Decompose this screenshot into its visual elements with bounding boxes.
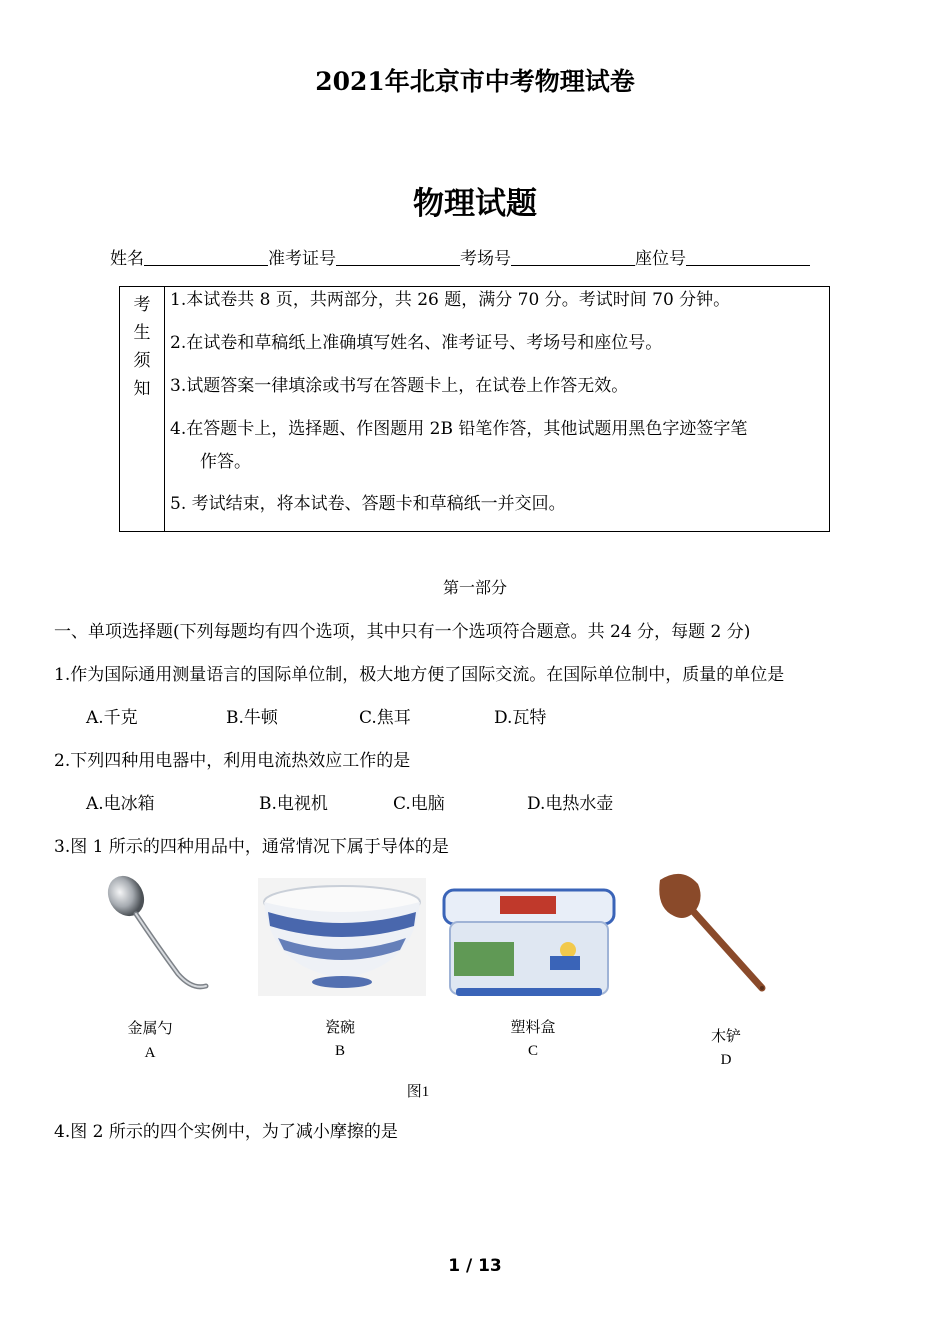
q2-option-a: A.电冰箱 <box>86 794 155 814</box>
room-label: 考场号 <box>460 249 511 269</box>
question-2: 2.下列四种用电器中，利用电流热效应工作的是 <box>54 751 411 771</box>
notice-head-char: 须 <box>133 351 151 371</box>
q2-option-d: D.电热水壶 <box>527 794 614 814</box>
notice-item-1: 1.本试卷共 8 页，共两部分，共 26 题，满分 70 分。考试时间 70 分钟。 <box>170 290 731 310</box>
porcelain-bowl-image <box>258 878 426 996</box>
notice-item-3: 3.试题答案一律填涂或书写在答题卡上，在试卷上作答无效。 <box>170 376 629 396</box>
caption-a-letter: A <box>144 1045 156 1061</box>
metal-spoon-image <box>96 874 216 999</box>
caption-a-name: 金属勺 <box>127 1021 173 1037</box>
notice-head-char: 知 <box>133 379 151 399</box>
q1-option-c: C.焦耳 <box>359 708 411 728</box>
candidate-notice-box <box>119 286 830 532</box>
notice-item-4: 4.在答题卡上，选择题、作图题用 2B 铅笔作答，其他试题用黑色字迹签字笔 <box>170 419 748 439</box>
page-number: 1 / 13 <box>448 1256 502 1276</box>
exam-subtitle: 物理试题 <box>413 186 537 222</box>
caption-c-name: 塑料盒 <box>510 1020 556 1036</box>
section-title: 一、单项选择题(下列每题均有四个选项，其中只有一个选项符合题意。共 24 分，每题 2 分) <box>54 622 751 642</box>
caption-d-letter: D <box>720 1052 732 1068</box>
room-blank <box>511 249 635 266</box>
caption-b-letter: B <box>334 1043 345 1059</box>
caption-b-name: 瓷碗 <box>324 1020 355 1036</box>
exam-id-label: 准考证号 <box>268 249 336 269</box>
document-title: 2021年北京市中考物理试卷 <box>315 67 635 96</box>
figure-1-label: 图1 <box>406 1084 430 1100</box>
name-blank <box>144 249 268 266</box>
q2-option-b: B.电视机 <box>259 794 328 814</box>
candidate-info-line <box>110 244 810 269</box>
notice-item-5: 5. 考试结束，将本试卷、答题卡和草稿纸一并交回。 <box>170 494 566 514</box>
notice-item-2: 2.在试卷和草稿纸上准确填写姓名、准考证号、考场号和座位号。 <box>170 333 663 353</box>
question-1: 1.作为国际通用测量语言的国际单位制，极大地方便了国际交流。在国际单位制中，质量的单位是 <box>54 665 785 685</box>
exam-id-blank <box>336 249 460 266</box>
question-3: 3.图 1 所示的四种用品中，通常情况下属于导体的是 <box>54 837 449 857</box>
part-label: 第一部分 <box>442 578 507 597</box>
notice-item-4-cont: 作答。 <box>200 452 251 472</box>
q1-option-d: D.瓦特 <box>494 708 547 728</box>
name-label: 姓名 <box>110 249 144 269</box>
seat-label: 座位号 <box>635 249 686 269</box>
caption-c-letter: C <box>527 1043 538 1059</box>
wooden-spatula-image <box>648 868 776 996</box>
seat-blank <box>686 249 810 266</box>
notice-heading <box>120 287 165 531</box>
plastic-box-image <box>440 886 618 1004</box>
caption-d-name: 木铲 <box>710 1029 741 1045</box>
q1-option-a: A.千克 <box>86 708 138 728</box>
q2-option-c: C.电脑 <box>393 794 445 814</box>
notice-head-char: 考 <box>133 295 151 315</box>
question-4: 4.图 2 所示的四个实例中，为了减小摩擦的是 <box>54 1122 398 1142</box>
notice-head-char: 生 <box>133 323 151 343</box>
q1-option-b: B.牛顿 <box>226 708 278 728</box>
